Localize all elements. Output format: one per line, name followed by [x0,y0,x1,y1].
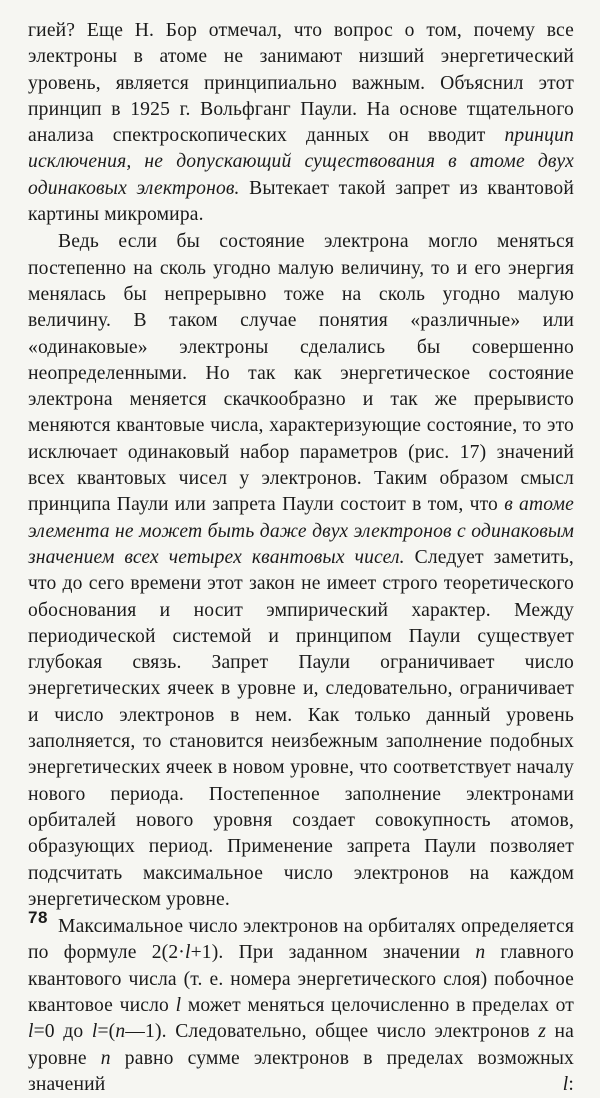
text-run: равно сумме электронов в пределах возможных значений [28,1047,574,1095]
text-run: может меняться целочисленно в пределах от [181,994,574,1016]
italic-text: l [562,1073,569,1095]
italic-text: l [28,1021,34,1043]
text-run: Вытекает такой запрет из квантовой картины микромира. [28,177,574,226]
paragraph-2 [28,229,574,913]
text-run: —1). Следовательно, общее число электронов [125,1021,539,1043]
text-run: главного квантового числа (т. е. номера энергетического слоя) побочное квантовое число [28,942,574,1016]
italic-text: l [184,942,191,964]
italic-text: l [175,994,182,1016]
italic-text: n [115,1021,126,1043]
italic-text: n [475,942,486,964]
text-run: Ведь если бы состояние электрона могло меняться постепенно на сколь угодно малую величину, то и его энергия менялась бы непрерывно тоже на сколь угодно малую величину. В таком случае понятия «различные» или «одинаковые» электроны сделались бы совершенно неопределенными. Но так как энергетическое состояние электрона меняется скачкообразно и так же прерывисто меняются квантовые числа, характеризующие состояние, то это исключает одинаковый набор параметров (рис. 17) значений всех квантовых чисел у электронов. Таким образом смысл принципа Паули или запрета Паули состоит в том, что [28,231,574,516]
text-run: : [568,1073,574,1095]
text-run: на уровне [28,1021,575,1069]
italic-text: n [100,1047,111,1069]
text-run: +1). При заданном значении [190,942,476,964]
text-run: =0 до [33,1021,92,1043]
page-number: 78 [28,908,48,927]
paragraph-1 [28,18,574,228]
text-run: Следует заметить, что до сего времени этот закон не имеет строго теоретического обоснования и носит эмпирический характер. Между периодической системой и принципом Паули существует глубокая связь. Запрет Паули ограничивает число энергетических ячеек в уровне и, следовательно, ограничивает и число электронов в нем. Как только данный уровень заполняется, то становится неизбежным заполнение подобных энергетических ячеек в новом уровне, что соответствует началу нового периода. Постепенное заполнение электронами орбиталей нового уровня создает совокупность атомов, образующих период. Применение запрета Паули позволяет подсчитать максимальное число электронов на каждом энергетическом уровне. [28,546,574,910]
italic-text: в атоме элемента не может быть даже двух электронов с одинаковым значением всех четырех квантовых чисел. [28,494,574,568]
italic-text: z [538,1021,547,1043]
italic-text: принцип исключения, не допускающий существования в атоме двух одинаковых электронов. [28,125,574,199]
text-run: =( [97,1021,116,1043]
text-run: гией? Еще Н. Бор отмечал, что вопрос о том, почему все электроны в атоме не занимают низший энергетический уровень, является принципиально важным. Объяснил этот принцип в 1925 г. Вольфганг Паули. На основе тщательного анализа спектроскопических данных он вводит [28,20,574,147]
italic-text: l [91,1021,98,1043]
text-run: Максимальное число электронов на орбиталях определяется по формуле 2(2· [28,916,574,964]
paragraph-3 [28,914,574,1098]
